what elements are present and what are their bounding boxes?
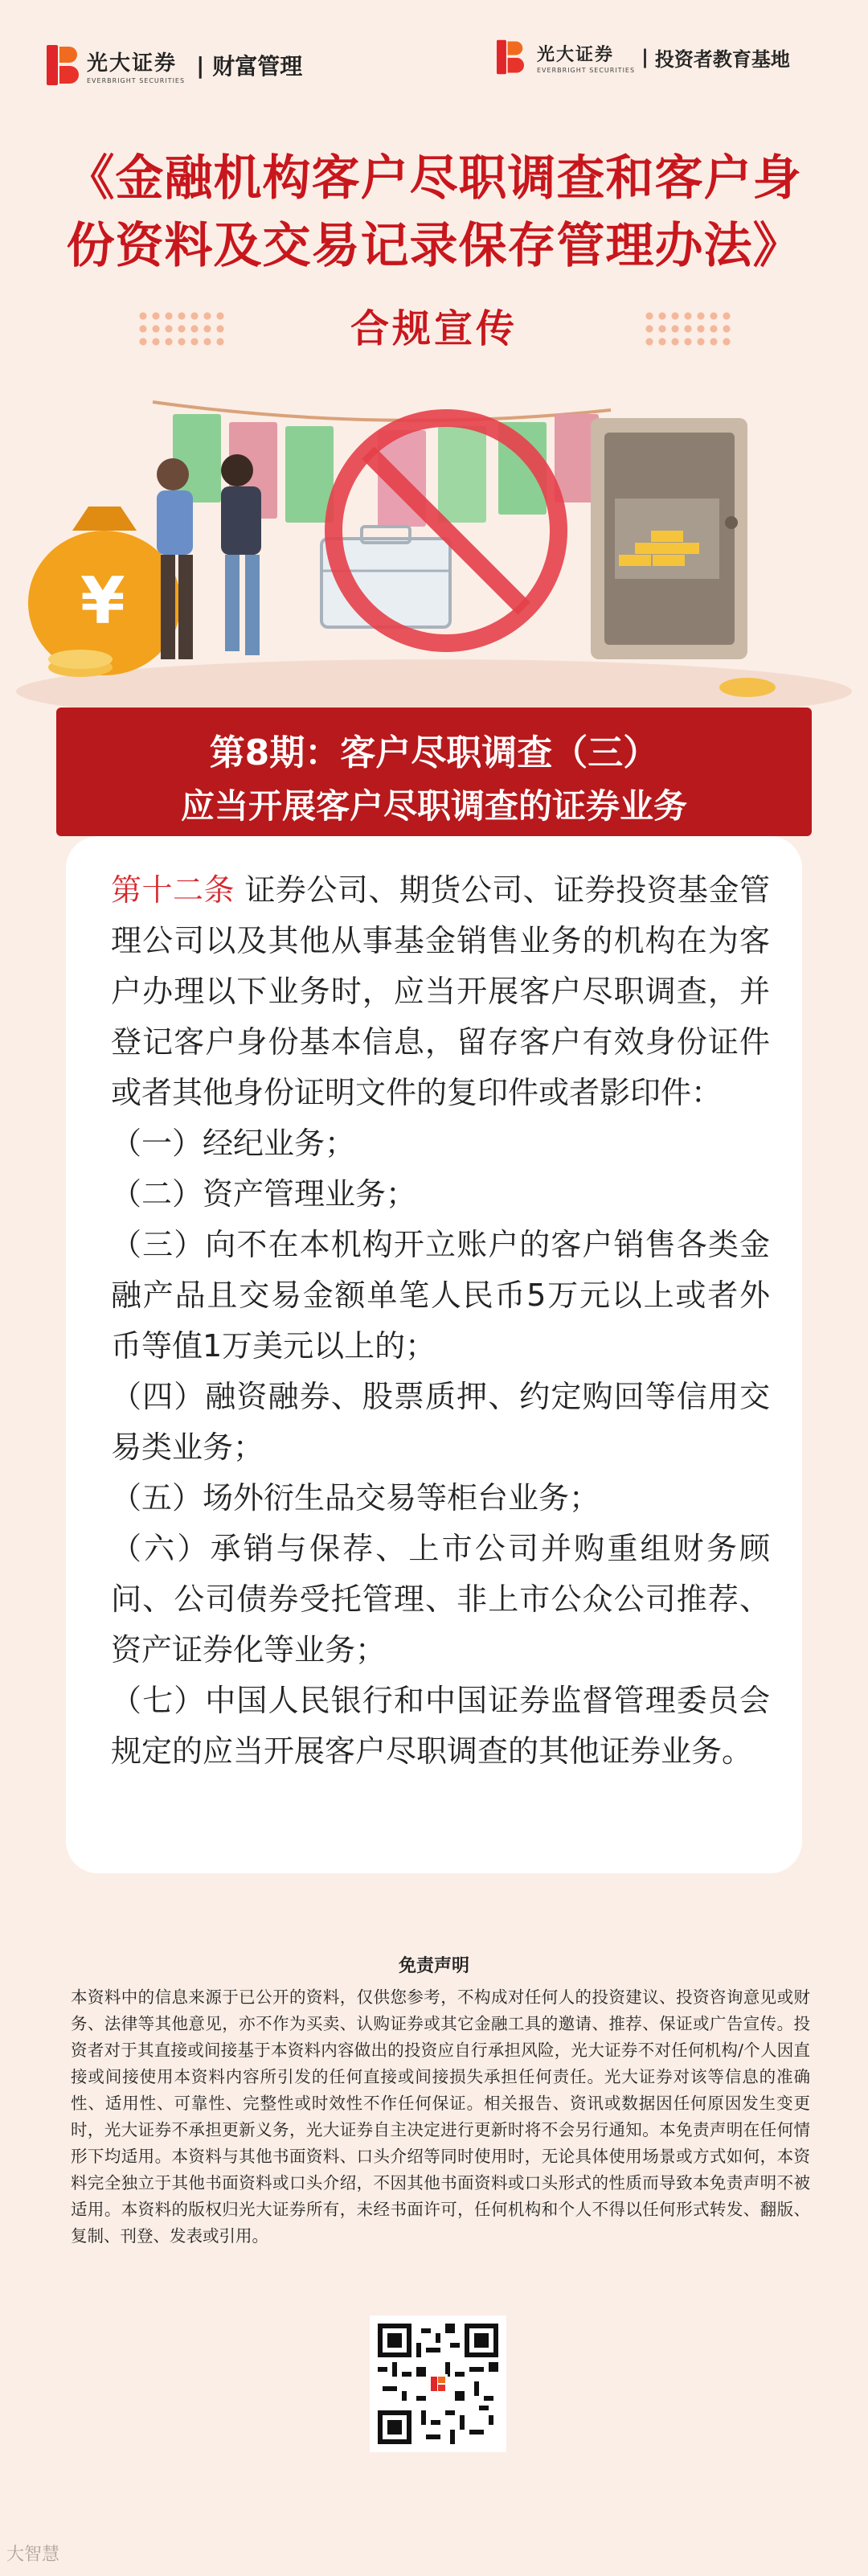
- list-item: （一）经纪业务；: [111, 1126, 356, 1161]
- title-line-1: 《金融机构客户尽职调查和客户身: [66, 150, 802, 207]
- brand-subtitle: 投资者教育基地: [654, 47, 790, 71]
- article-card: [66, 836, 802, 1873]
- list-item: （六）承销与保荐、上市公司并购重组财务顾问、公司债券受托管理、非上市公众公司推荐、资产证券化等业务；: [111, 1531, 770, 1667]
- issue-banner: [56, 708, 812, 836]
- list-item: （二）资产管理业务；: [111, 1176, 417, 1212]
- page-title: [0, 145, 868, 280]
- brand-left: [47, 45, 302, 85]
- header: [0, 0, 868, 121]
- list-item: （三）向不在本机构开立账户的客户销售各类金融产品且交易金额单笔人民币5万元以上或者外币等值1万美元以上的；: [111, 1227, 770, 1364]
- brand-name: 光大证券: [87, 51, 178, 76]
- compliance-illustration: [0, 378, 868, 716]
- watermark: 大智慧: [6, 2545, 60, 2565]
- article-number: 第十二条: [111, 872, 235, 908]
- disclaimer-title: 免责声明: [398, 1956, 469, 1976]
- brand-subtitle: 财富管理: [212, 53, 303, 80]
- brand-separator: |: [641, 46, 649, 68]
- brand-name-en: EVERBRIGHT SECURITIES: [87, 76, 186, 84]
- page-subtitle: 合规宣传: [350, 306, 518, 351]
- brand-name-en: EVERBRIGHT SECURITIES: [537, 66, 636, 74]
- title-line-2: 份资料及交易记录保存管理办法》: [66, 218, 802, 274]
- disclaimer-text: 本资料中的信息来源于已公开的资料，仅供您参考，不构成对任何人的投资建议、投资咨询意见或财务、法律等其他意见，亦不作为买卖、认购证券或其它金融工具的邀请、推荐、保证或广告宣传。投资者对于其直接或间接基于本资料内容做出的投资应自行承担风险，光大证券不对任何机构/个人因直接或间接使用本资料内容所引发的任何直接或间接损失承担任何责任。光大证券对该等信息的准确性、适用性、可靠性、完整性或时效性不作任何保证。相关报告、资讯或数据因任何原因发生变更时，光大证券不承担更新义务，光大证券自主决定进行更新时将不会另行通知。本免责声明在任何情形下均适用。本资料与其他书面资料、口头介绍等同时使用时，无论具体使用场景或方式如何，本资料完全独立于其他书面资料或口头介绍，不因其他书面资料或口头形式的性质而导致本免责声明不被适用。本资料的版权归光大证券所有，未经书面许可，任何机构和个人不得以任何形式转发、翻版、复制、刊登、发表或引用。: [71, 1987, 810, 2246]
- article-body: [111, 865, 770, 1777]
- article-intro: 证券公司、期货公司、证券投资基金管理公司以及其他从事基金销售业务的机构在为客户办理以下业务时，应当开展客户尽职调查，并登记客户身份基本信息，留存客户有效身份证件或者其他身份证明文件的复印件或者影印件：: [111, 872, 770, 1110]
- everbright-logo-icon: [47, 45, 79, 85]
- issue-subtitle: 应当开展客户尽职调查的证券业务: [180, 786, 687, 826]
- everbright-logo-icon: [497, 40, 524, 75]
- coin-icon: [719, 678, 776, 697]
- brand-separator: |: [196, 51, 205, 79]
- brand-right: [497, 37, 790, 77]
- safe-icon: [591, 418, 747, 659]
- list-item: （七）中国人民银行和中国证券监督管理委员会规定的应当开展客户尽职调查的其他证券业务。: [111, 1683, 770, 1769]
- issue-title: 第8期：客户尽职调查（三）: [209, 732, 659, 773]
- qr-code-icon: [370, 2316, 506, 2452]
- list-item: （四）融资融券、股票质押、约定购回等信用交易类业务；: [111, 1379, 770, 1465]
- brand-name: 光大证券: [537, 44, 615, 65]
- svg-text:¥: ¥: [80, 564, 125, 638]
- list-item: （五）场外衍生品交易等柜台业务；: [111, 1480, 600, 1516]
